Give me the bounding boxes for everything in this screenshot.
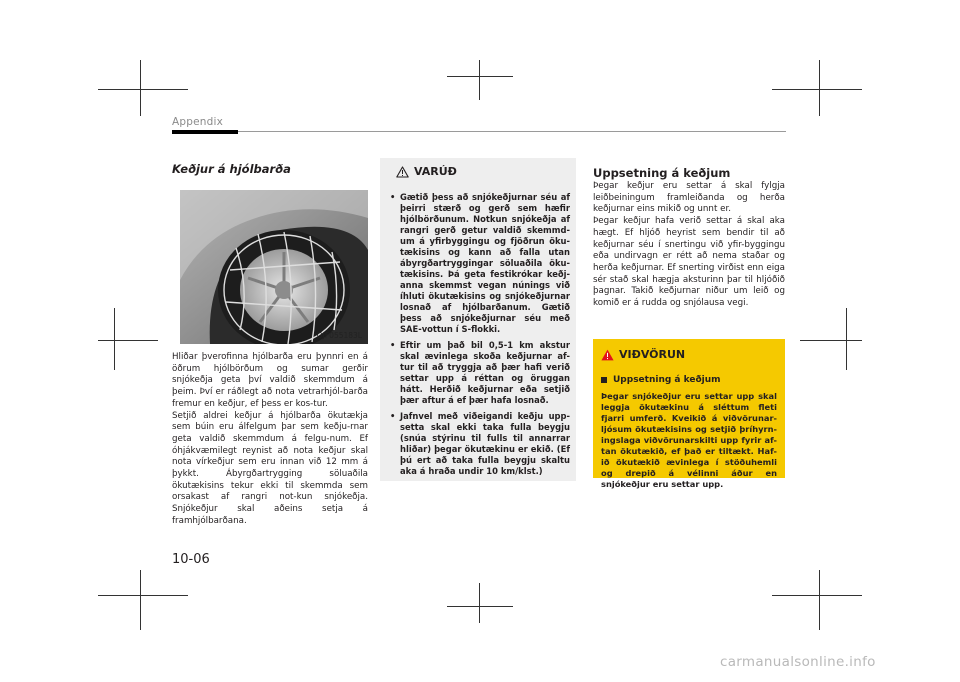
crop-mark — [479, 60, 480, 100]
figure-caption: OJF055183L — [316, 331, 362, 340]
crop-mark — [98, 595, 188, 596]
section-label: Appendix — [172, 116, 224, 128]
header-bar — [172, 130, 238, 134]
page-number: 10-06 — [172, 552, 210, 567]
crop-mark — [772, 595, 862, 596]
crop-mark — [98, 340, 158, 341]
crop-mark — [772, 89, 862, 90]
crop-mark — [479, 583, 480, 623]
warning-subtitle-text: Uppsetning á keðjum — [613, 375, 721, 385]
warning-triangle-icon — [601, 349, 614, 361]
warning-subtitle — [601, 375, 721, 385]
crop-mark — [114, 308, 115, 370]
warning-box — [593, 339, 785, 489]
crop-mark — [846, 308, 847, 370]
crop-mark — [819, 60, 820, 116]
caution-box — [380, 158, 576, 481]
watermark: carmanualsonline.info — [720, 654, 876, 670]
crop-mark — [98, 89, 188, 90]
warning-heading — [601, 348, 685, 361]
tire-chain-illustration — [180, 190, 368, 344]
list-item: • Gætið þess að snjókeðjurnar séu af þeirri stærð og gerð sem hæfir hjólbörðunum. Notkun snjókeðja af rangri gerð getur valdið skemmd-um á yfirbyggingu og fjöðrun öku-tækisins og kann að falla utan ábyrgðartryggingar söluaðila öku-tækisins. Þá geta festikrókar keðj-anna skemmst vegan núnings við íhluti ökutækisins og snjókeðjurnar losnað af hjólbarðanum. Gætið þess að snjókeðjurnar séu með SAE-vottun í S-flokki. — [390, 192, 570, 335]
tire-chain-figure — [180, 190, 368, 344]
paragraph: Þegar keðjur eru settar á skal fylgja leiðbeiningum framleiðanda og herða keðjurnar eins mikið og unnt er. — [593, 181, 785, 215]
section-title: Uppsetning á keðjum — [593, 166, 731, 180]
caution-title: VARÚÐ — [414, 165, 457, 178]
list-item: • Eftir um það bil 0,5-1 km akstur skal ævinlega skoða keðjurnar af-tur til að tryggja að þær hafi verið settar upp á réttan og öruggan hátt. Herðið keðjurnar eða setjið þær aftur á ef þær hafa losnað. — [390, 340, 570, 406]
header-rule — [238, 131, 786, 132]
crop-mark — [800, 340, 862, 341]
warning-triangle-icon — [396, 166, 409, 178]
crop-mark — [819, 570, 820, 630]
paragraph: Hliðar þverofinna hjólbarða eru þynnri en á öðrum hjólbörðum og sumar gerðir snjókeðja geta því valdið skemmdum á þeim. Því er ráðlegt að nota vetrarhjól-barða fremur en keðjur, ef þess er kos-tur. — [172, 352, 368, 409]
caution-heading — [396, 165, 457, 178]
crop-mark — [447, 76, 513, 77]
caution-list — [390, 192, 570, 482]
warning-text: Þegar snjókeðjur eru settar upp skal leggja ökutækinu á sléttum fleti fjarri umferð. Kveikið á viðvörunar-ljósum ökutækisins og setjið þríhyrn-ingslaga viðvörunarskilti upp fyrir af-tan ökutækið, ef það er tiltækt. Haf-ið ökutækið ævinlega í stöðuhemli og drepið á vélinni áður en snjókeðjur eru settar upp. — [601, 391, 777, 489]
crop-mark — [447, 606, 513, 607]
list-item: • Jafnvel með viðeigandi keðju upp-setta skal ekki taka fulla beygju (snúa stýrinu til fulls til annarrar hliðar) þegar ökutækinu er ekið. (Ef þú ert að taka fulla beygju skaltu aka á hraða undir 10 km/klst.) — [390, 411, 570, 477]
section-title: Keðjur á hjólbarða — [172, 162, 291, 176]
crop-mark — [140, 60, 141, 116]
square-bullet-icon — [601, 377, 607, 383]
left-body-text — [172, 352, 368, 528]
paragraph: Þegar keðjur hafa verið settar á skal aka hægt. Ef hljóð heyrist sem bendir til að keðjurnar séu í snertingu við yfir-byggingu eða undirvagn er rétt að nema staðar og herða keðjurnar. Ef snerting virðist enn eiga sér stað skal hægja aksturinn þar til hljóðið þagnar. Takið keðjurnar niður um leið og komið er á rudda og snjólausa vegi. — [593, 216, 785, 309]
crop-mark — [140, 570, 141, 630]
paragraph: Setjið aldrei keðjur á hjólbarða ökutækja sem búin eru álfelgum þar sem keðju-rnar geta valdið skemmdum á felgu-num. Ef óhjákvæmilegt reynist að nota keðjur skal nota vírkeðjur sem eru innan við 12 mm á þykkt. Ábyrgðartrygging söluaðila ökutækisins tekur ekki til skemmda sem orsakast af rangri not-kun snjókeðja. Snjókeðjur skal aðeins setja á framhjólbarðana. — [172, 410, 368, 526]
warning-title: VIÐVÖRUN — [619, 348, 686, 361]
right-body-text — [593, 181, 785, 310]
